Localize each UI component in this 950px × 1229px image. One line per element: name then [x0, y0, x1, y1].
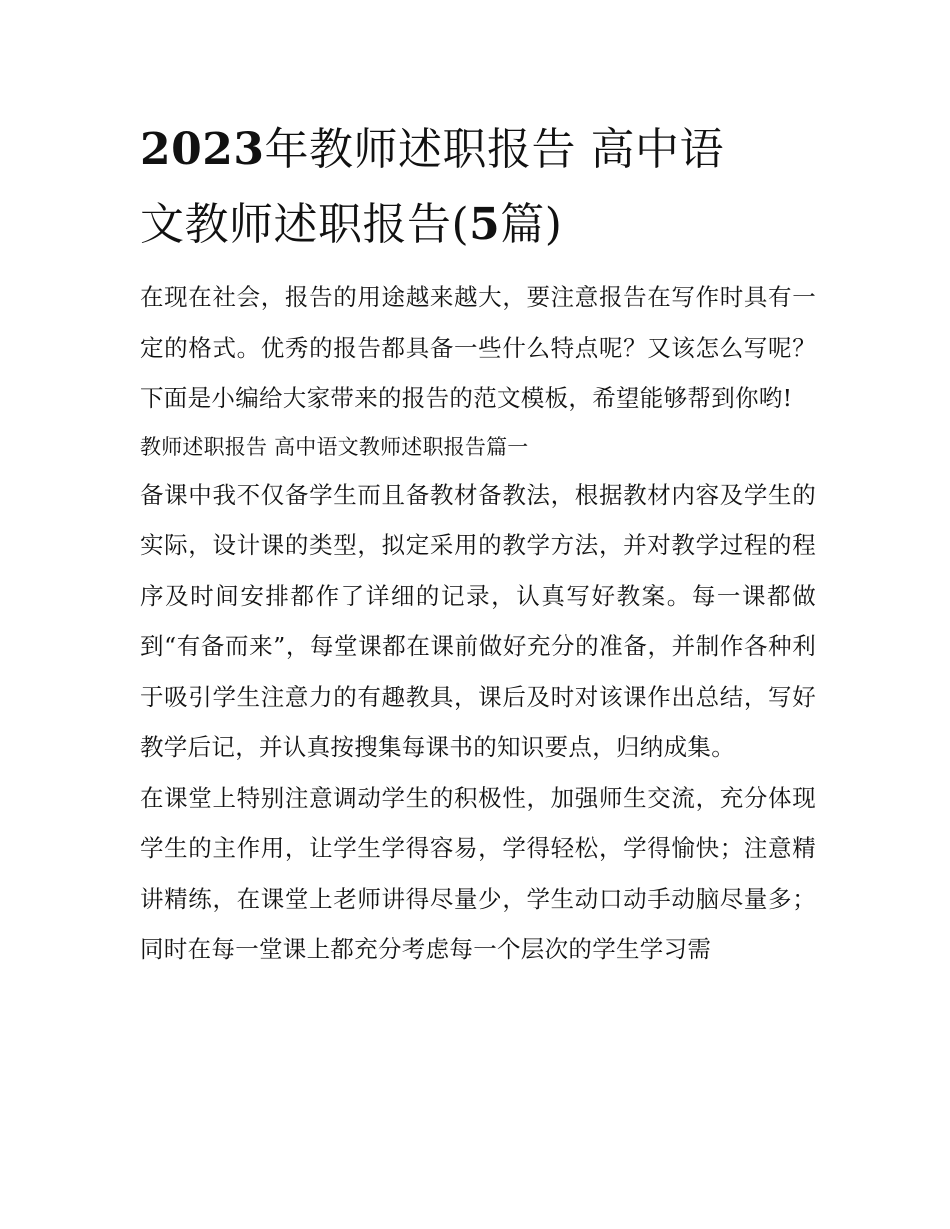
body-paragraph-1: 备课中我不仅备学生而且备教材备教法，根据教材内容及学生的实际，设计课的类型，拟定采用的教学方法，并对教学过程的程序及时间安排都作了详细的记录，认真写好教案。每一课都做到“有备而来”，每堂课都在课前做好充分的准备，并制作各种利于吸引学生注意力的有趣教具，课后及时对该课作出总结，写好教学后记，并认真按搜集每课书的知识要点，归纳成集。: [140, 480, 816, 761]
section-heading: 教师述职报告 高中语文教师述职报告篇一: [140, 434, 529, 459]
intro-paragraph: 在现在社会，报告的用途越来越大，要注意报告在写作时具有一定的格式。优秀的报告都具备一些什么特点呢？又该怎么写呢？下面是小编给大家带来的报告的范文模板，希望能够帮到你哟!: [140, 283, 816, 412]
title-count: 5: [469, 199, 501, 250]
title-line2-text-b: 篇): [500, 199, 563, 250]
title-line1-text: 年教师述职报告 高中语: [264, 124, 724, 175]
title-line2-text-a: 文教师述职报告(: [140, 199, 470, 250]
document-title: [140, 112, 816, 262]
document-page: [140, 112, 816, 975]
title-year: 2023: [140, 124, 265, 175]
body-paragraph-2: 在课堂上特别注意调动学生的积极性，加强师生交流，充分体现学生的主作用，让学生学得容易，学得轻松，学得愉快；注意精讲精练，在课堂上老师讲得尽量少，学生动口动手动脑尽量多；同时在每一堂课上都充分考虑每一个层次的学生学习需: [140, 783, 816, 963]
